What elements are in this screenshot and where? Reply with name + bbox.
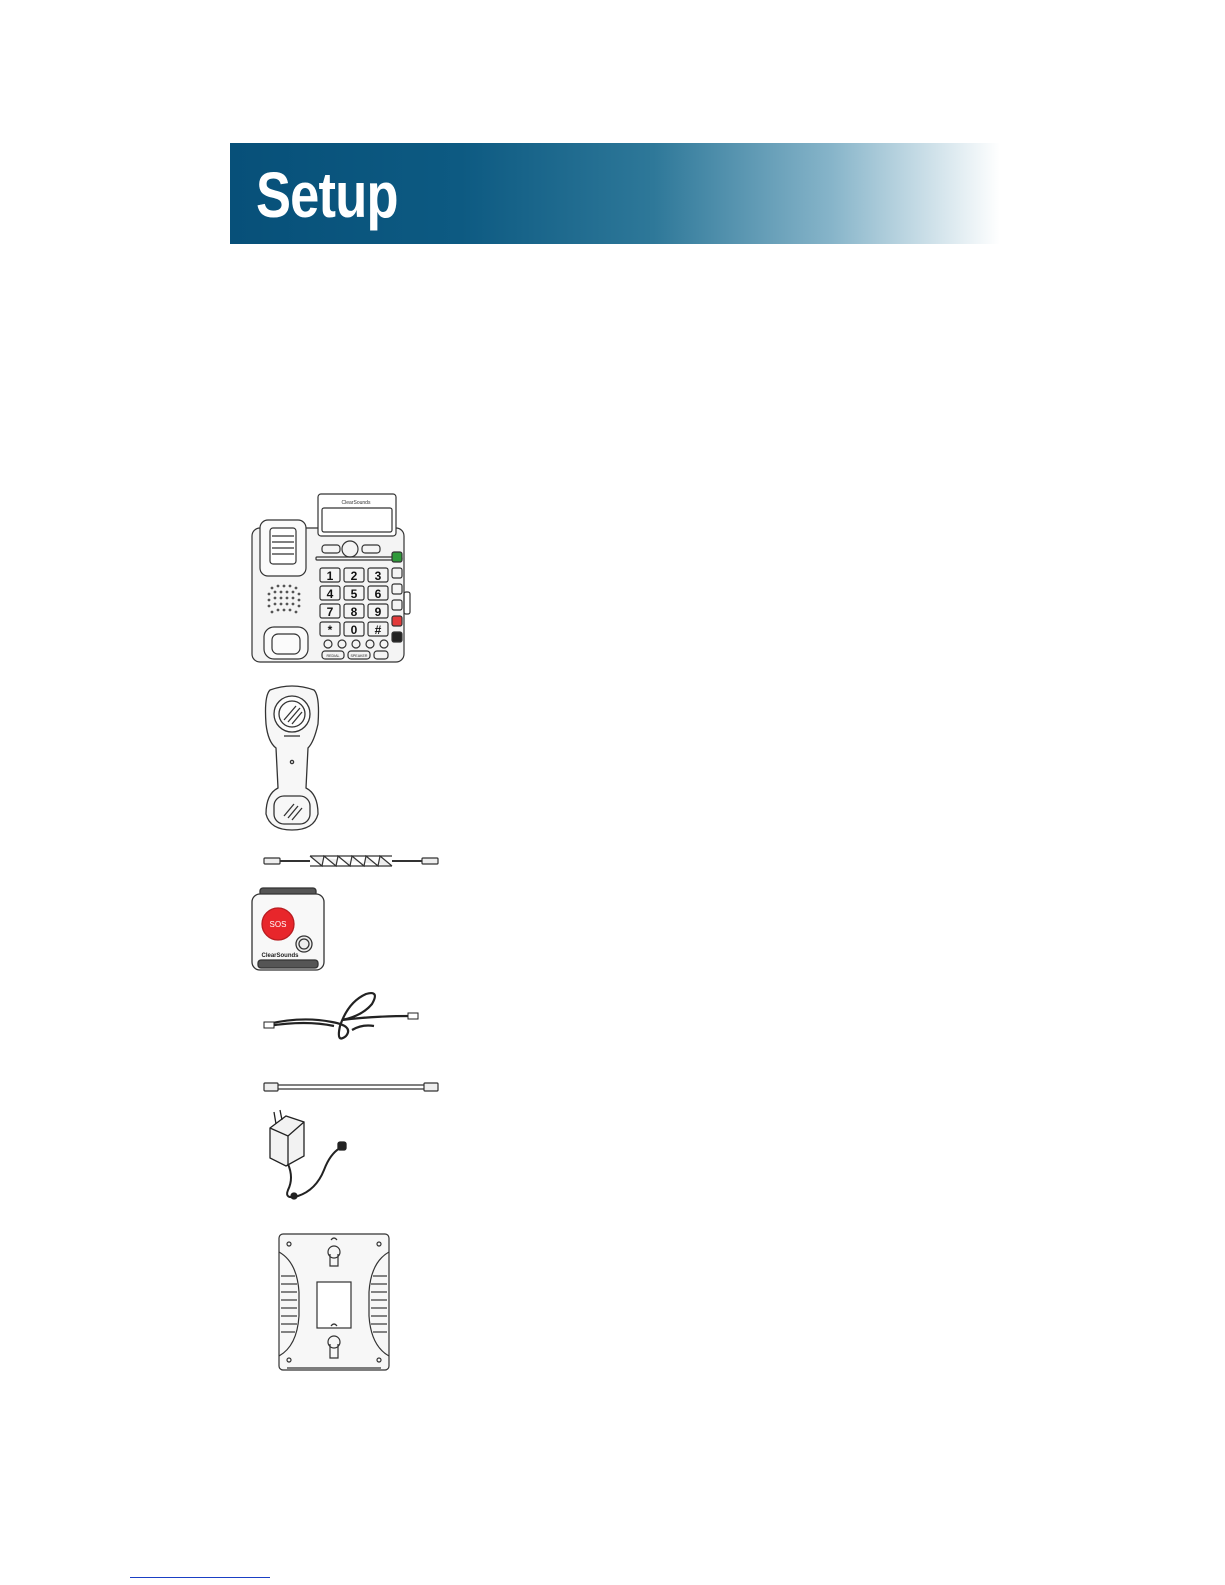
sos-pendant-illustration	[250, 886, 326, 972]
keypad-key: 6	[374, 587, 382, 601]
redial-button-label: REDIAL	[326, 654, 340, 658]
keypad-key: 7	[326, 605, 334, 619]
pendant-brand-logo: ClearSounds	[261, 953, 299, 959]
keypad-key: 9	[374, 605, 382, 619]
straight-cord-illustration	[262, 1078, 442, 1096]
speaker-button-label: SPEAKER	[350, 654, 368, 658]
power-adapter-illustration	[264, 1108, 354, 1204]
coiled-cord-illustration	[262, 852, 442, 870]
line-cord-bundle-illustration	[262, 986, 422, 1046]
sos-button-label: SOS	[269, 920, 287, 929]
keypad-key: 0	[350, 623, 358, 637]
phone-brand-logo: ClearSounds	[341, 500, 371, 506]
keypad-key: 1	[326, 569, 334, 583]
keypad-key: 5	[350, 587, 358, 601]
keypad-key: 8	[350, 605, 358, 619]
telephone-base-illustration	[250, 492, 420, 668]
keypad-key: 3	[374, 569, 382, 583]
section-header-banner	[230, 143, 1000, 244]
page-title: Setup	[256, 159, 398, 231]
wall-mount-bracket-illustration	[277, 1232, 391, 1374]
footer-rule	[130, 1577, 270, 1578]
keypad-key: 4	[326, 587, 334, 601]
keypad-key: *	[327, 623, 333, 637]
keypad-key: 2	[350, 569, 358, 583]
keypad-key: #	[374, 623, 382, 637]
handset-illustration	[262, 684, 322, 832]
